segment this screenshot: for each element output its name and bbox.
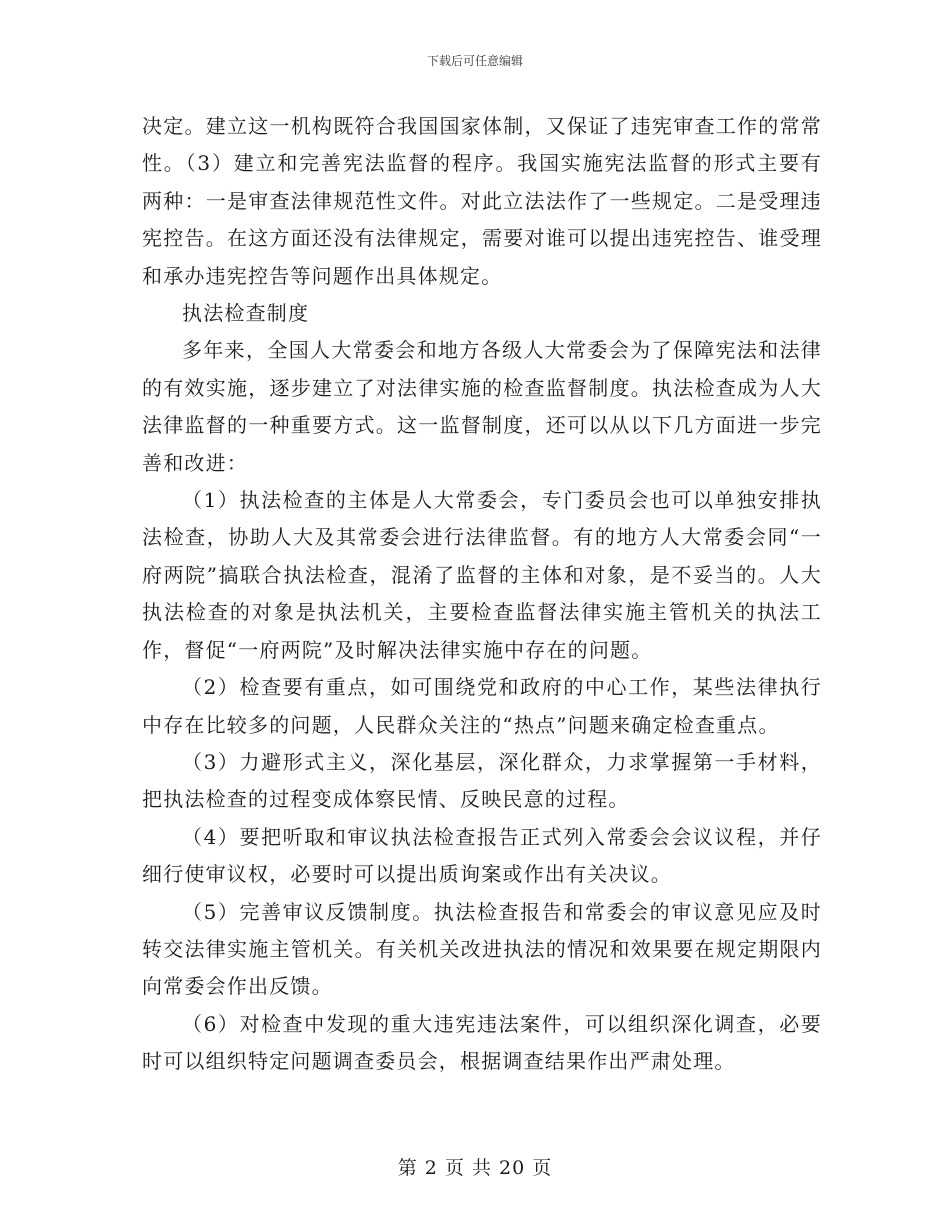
paragraph-item-6: （6）对检查中发现的重大违宪违法案件，可以组织深化调查，必要时可以组织特定问题调查委员会，根据调查结果作出严肃处理。	[142, 1011, 822, 1074]
paragraph-item-1: （1）执法检查的主体是人大常委会，专门委员会也可以单独安排执法检查，协助人大及其常委会进行法律监督。有的地方人大常委会同“一府两院”搞联合执法检查，混淆了监督的主体和对象，是不妥当的。人大执法检查的对象是执法机关，主要检查监督法律实施主管机关的执法工作，督促“一府两院”及时解决法律实施中存在的问题。	[142, 488, 822, 662]
page-header: 下载后可任意编辑	[426, 54, 523, 68]
paragraph-item-3: （3）力避形式主义，深化基层，深化群众，力求掌握第一手材料，把执法检查的过程变成体察民情、反映民意的过程。	[142, 749, 822, 812]
paragraph-item-2: （2）检查要有重点，如可围绕党和政府的中心工作，某些法律执行中存在比较多的问题，人民群众关注的“热点”问题来确定检查重点。	[142, 675, 822, 737]
section-heading: 执法检查制度	[182, 301, 310, 326]
page-footer: 第 2 页 共 20 页	[397, 1157, 553, 1179]
paragraph-item-5: （5）完善审议反馈制度。执法检查报告和常委会的审议意见应及时转交法律实施主管机关。有关机关改进执法的情况和效果要在规定期限内向常委会作出反馈。	[142, 899, 822, 999]
document-body	[142, 108, 822, 1081]
paragraph-1: 决定。建立这一机构既符合我国国家体制，又保证了违宪审查工作的常常性。（3）建立和完善宪法监督的程序。我国实施宪法监督的形式主要有两种：一是审查法律规范性文件。对此立法法作了一些规定。二是受理违宪控告。在这方面还没有法律规定，需要对谁可以提出违宪控告、谁受理和承办违宪控告等问题作出具体规定。	[142, 114, 822, 288]
paragraph-item-4: （4）要把听取和审议执法检查报告正式列入常委会会议议程，并仔细行使审议权，必要时可以提出质询案或作出有关决议。	[142, 824, 822, 887]
paragraph-3: 多年来，全国人大常委会和地方各级人大常委会为了保障宪法和法律的有效实施，逐步建立了对法律实施的检查监督制度。执法检查成为人大法律监督的一种重要方式。这一监督制度，还可以从以下几方面进一步完善和改进：	[142, 338, 822, 475]
